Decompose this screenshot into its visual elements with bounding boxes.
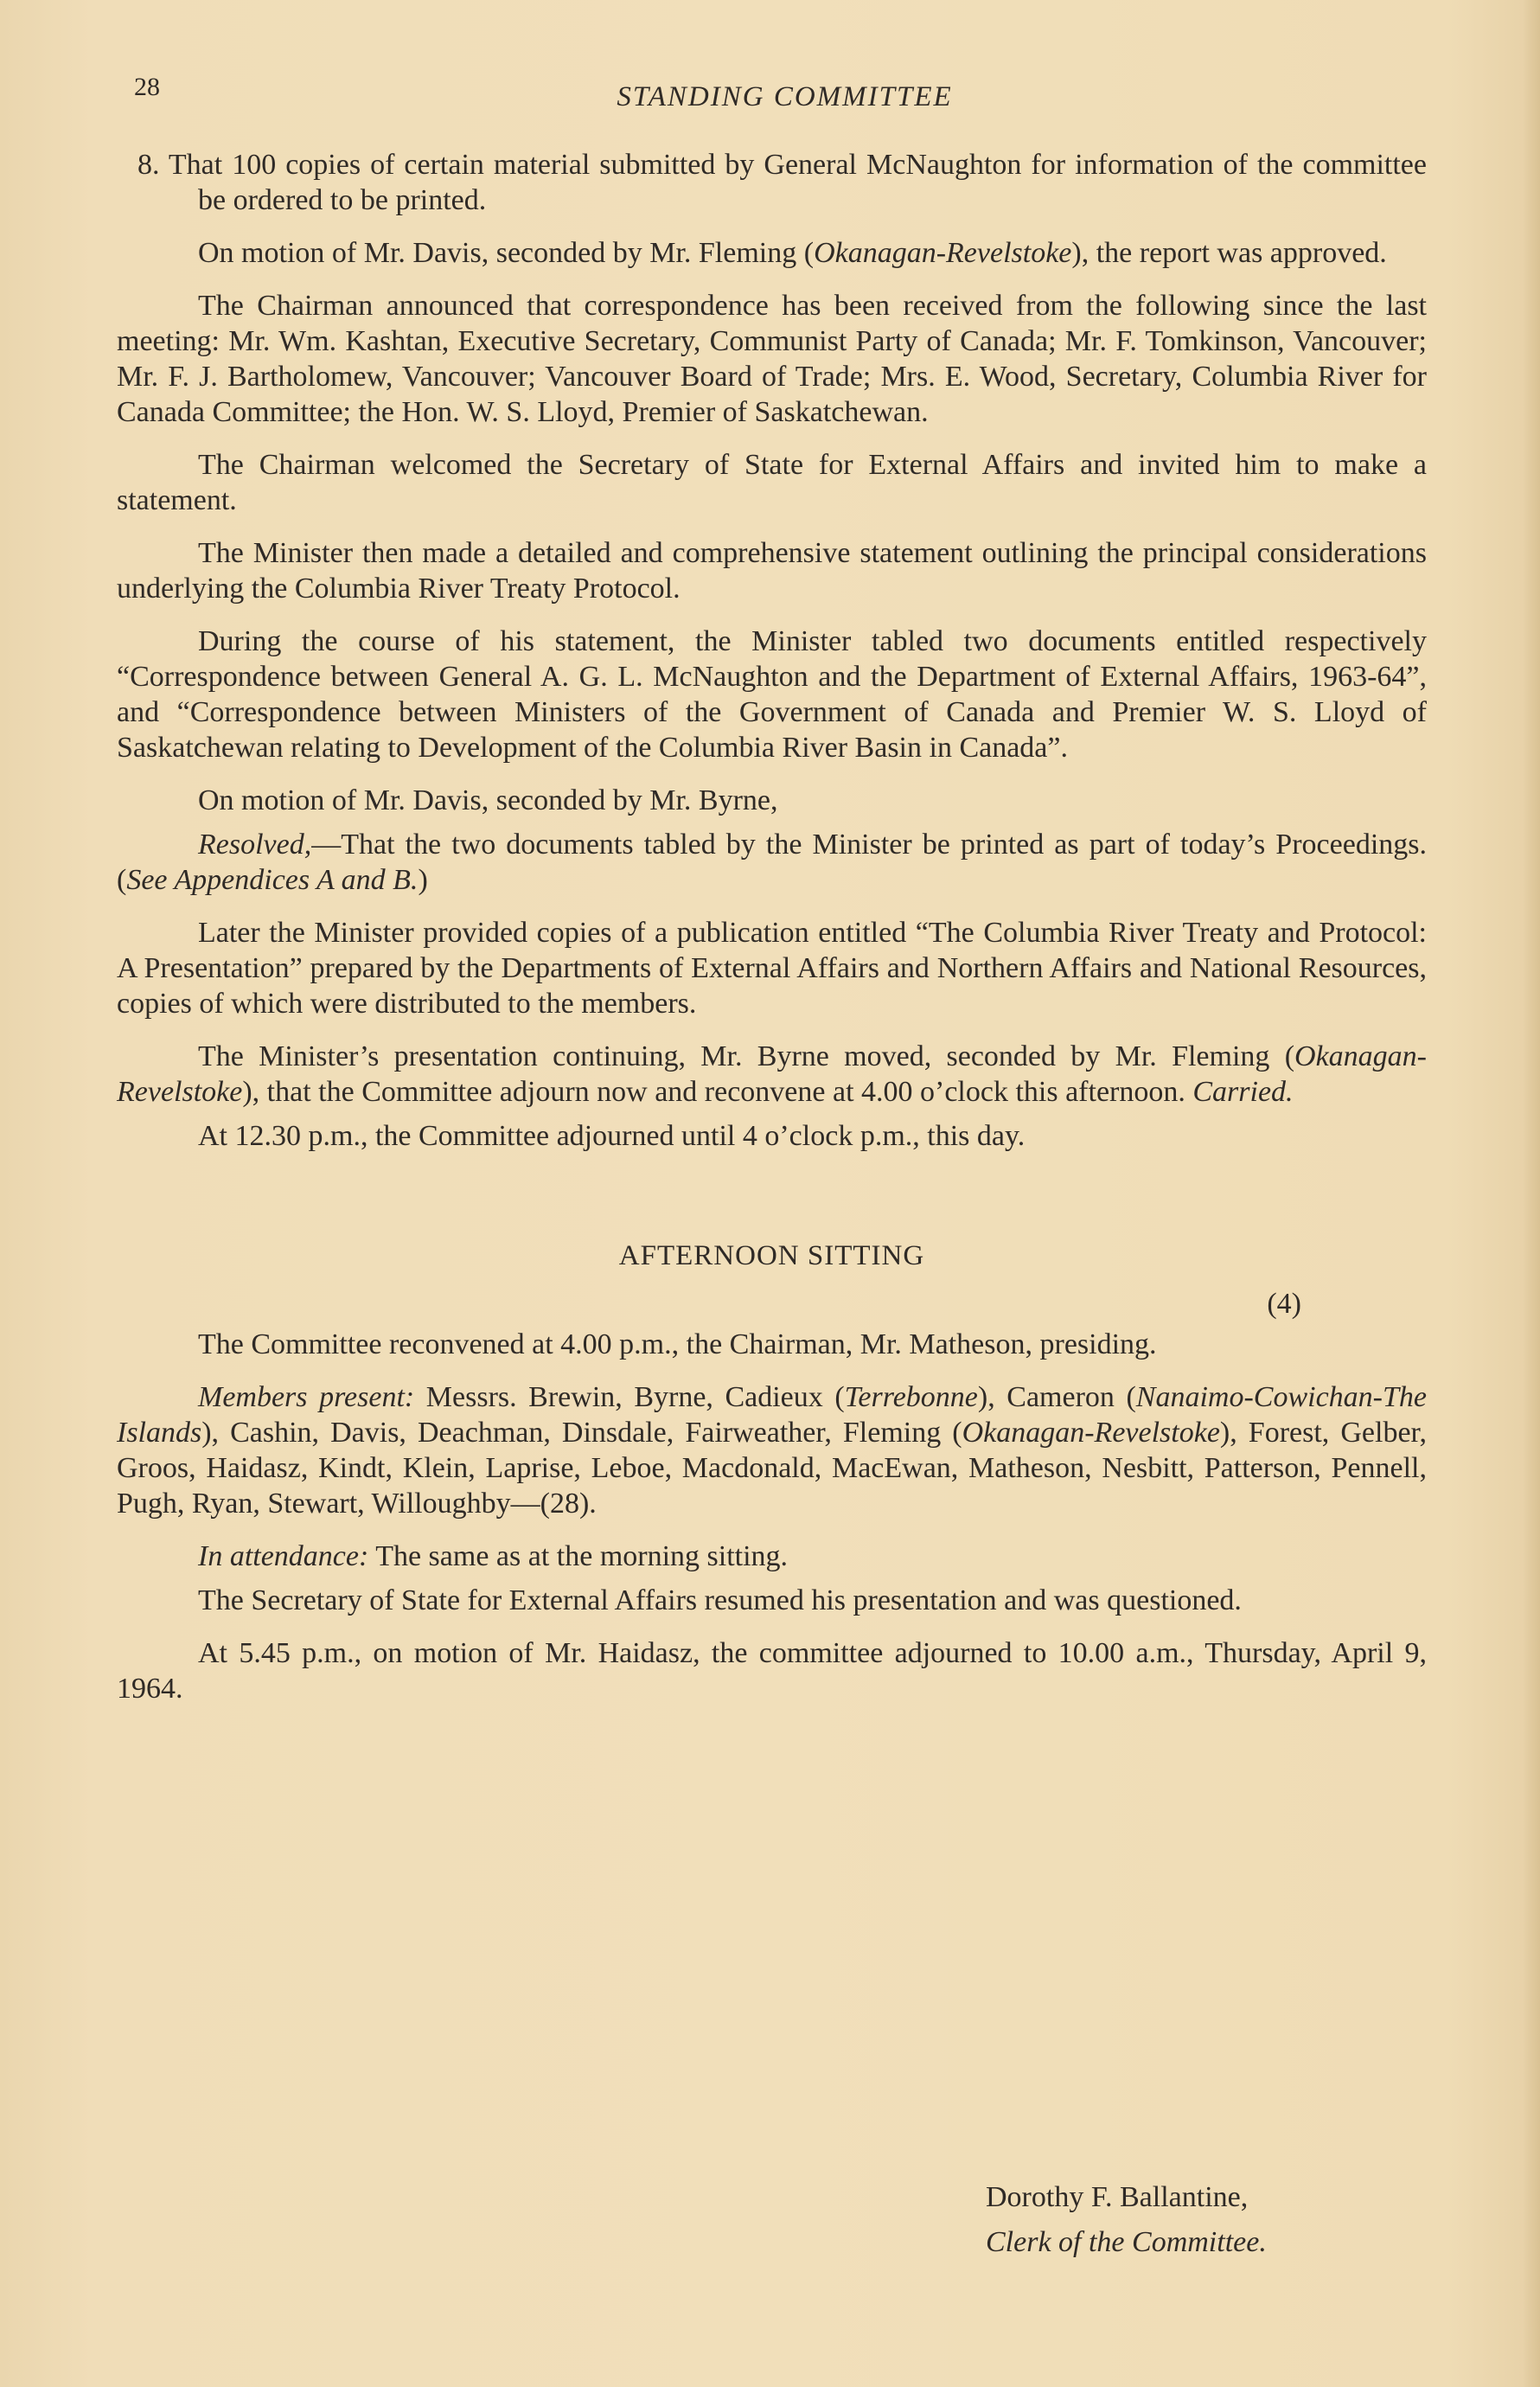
paragraph-documents-tabled: During the course of his statement, the Minister tabled two documents entitled respectively “Correspondence between General A. G. L. McNaughton and the Department of External Affairs, 1963-64”, and “Correspondence between Ministers of the Government of Canada and Premier W. S. Lloyd of Saskatchewan relating to Development of the Columbia River Basin in Canada”.	[117, 625, 1427, 764]
report-item-8: 8. That 100 copies of certain material submitted by General McNaughton for information of the committee be ordered to be printed.	[137, 149, 1427, 216]
paragraph-members-present: Members present: Messrs. Brewin, Byrne, Cadieux (Terrebonne), Cameron (Nanaimo-Cowichan-The Islands), Cashin, Davis, Deachman, Dinsdale, Fairweather, Fleming (Okanagan-Revelstoke), Forest, Gelber, Groos, Haidasz, Kindt, Klein, Laprise, Leboe, Macdonald, MacEwan, Matheson, Nesbitt, Patterson, Pennell, Pugh, Ryan, Stewart, Willoughby—(28).	[117, 1381, 1427, 1520]
section-heading-afternoon: AFTERNOON SITTING	[618, 1240, 925, 1271]
paragraph-resolved: Resolved,—That the two documents tabled by the Minister be printed as part of today’s Proceedings. (See Appendices A and B.)	[117, 829, 1427, 896]
document-body	[117, 147, 1427, 1724]
paragraph-questioned: The Secretary of State for External Affairs resumed his presentation and was questioned.	[198, 1584, 1242, 1616]
paragraph-minister-statement: The Minister then made a detailed and comprehensive statement outlining the principal considerations underlying the Columbia River Treaty Protocol.	[117, 537, 1427, 605]
paragraph-adjourned: At 12.30 p.m., the Committee adjourned until 4 o’clock p.m., this day.	[198, 1120, 1026, 1152]
paragraph-publication: Later the Minister provided copies of a publication entitled “The Columbia River Treaty and Protocol: A Presentation” prepared by the Departments of External Affairs and Northern Affairs and National Resources, copies of which were distributed to the members.	[117, 917, 1427, 1020]
paragraph-correspondence: The Chairman announced that correspondence has been received from the following since the last meeting: Mr. Wm. Kashtan, Executive Secretary, Communist Party of Canada; Mr. F. Tomkinson, Vancouver; Mr. F. J. Bartholomew, Vancouver; Vancouver Board of Trade; Mrs. E. Wood, Secretary, Columbia River for Canada Committee; the Hon. W. S. Lloyd, Premier of Saskatchewan.	[117, 290, 1427, 428]
paragraph-reconvened: The Committee reconvened at 4.00 p.m., the Chairman, Mr. Matheson, presiding.	[198, 1328, 1157, 1360]
sitting-number: (4)	[1267, 1288, 1301, 1320]
paragraph-chairman-welcome: The Chairman welcomed the Secretary of State for External Affairs and invited him to make a statement.	[117, 449, 1427, 516]
clerk-title: Clerk of the Committee.	[986, 2226, 1267, 2258]
paragraph-adjourn-motion: The Minister’s presentation continuing, Mr. Byrne moved, seconded by Mr. Fleming (Okanagan-Revelstoke), that the Committee adjourn now and reconvene at 4.00 o’clock this afternoon. Carried.	[117, 1040, 1427, 1108]
paragraph-final-adjournment: At 5.45 p.m., on motion of Mr. Haidasz, the committee adjourned to 10.00 a.m., Thursday, April 9, 1964.	[117, 1637, 1427, 1705]
paragraph-in-attendance: In attendance: The same as at the morning sitting.	[198, 1540, 789, 1572]
page-number: 28	[134, 73, 160, 101]
clerk-name: Dorothy F. Ballantine,	[986, 2181, 1249, 2213]
paragraph-report-approved: On motion of Mr. Davis, seconded by Mr. Fleming (Okanagan-Revelstoke), the report was approved.	[198, 237, 1387, 269]
signature-block	[986, 2175, 1418, 2265]
page-edge-shadow	[1523, 0, 1540, 2387]
paragraph-motion: On motion of Mr. Davis, seconded by Mr. Byrne,	[198, 784, 778, 816]
page-header	[134, 69, 1435, 121]
running-title: STANDING COMMITTEE	[617, 81, 953, 112]
